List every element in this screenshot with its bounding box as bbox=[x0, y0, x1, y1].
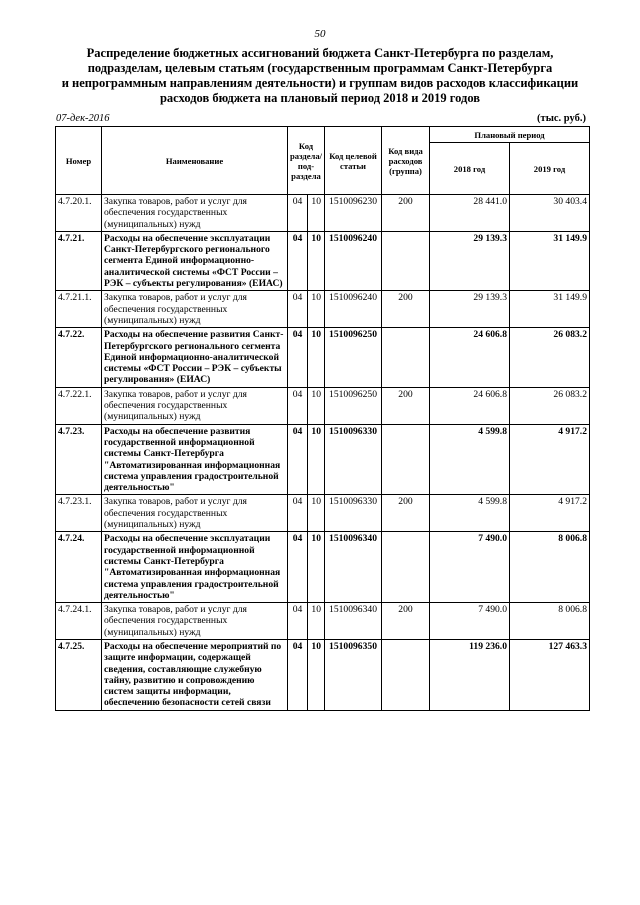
row-number: 4.7.23.1. bbox=[56, 495, 102, 532]
row-value-2018: 24 606.8 bbox=[430, 387, 510, 424]
row-subsection: 10 bbox=[308, 495, 325, 532]
row-name: Расходы на обеспечение эксплуатации Санкт-Петербургского регионального сегмента Единой информационно-аналитической системы «ФСТ России – РЭК – субъекты регулирования» (ЕИАС) bbox=[102, 231, 288, 290]
row-article: 1510096230 bbox=[325, 195, 382, 232]
header-expense-type: Код вида расходов (группа) bbox=[382, 127, 430, 195]
table-row bbox=[56, 231, 590, 290]
row-name: Закупка товаров, работ и услуг для обеспечения государственных (муниципальных) нужд bbox=[102, 603, 288, 640]
row-subsection: 10 bbox=[308, 424, 325, 495]
row-expense-type bbox=[382, 231, 430, 290]
row-name: Закупка товаров, работ и услуг для обеспечения государственных (муниципальных) нужд bbox=[102, 195, 288, 232]
row-value-2019: 127 463.3 bbox=[510, 639, 590, 710]
row-name: Расходы на обеспечение развития Санкт-Петербургского регионального сегмента Единой информационно-аналитической системы «ФСТ России – РЭК – субъекты регулирования» (ЕИАС) bbox=[102, 328, 288, 387]
row-expense-type: 200 bbox=[382, 291, 430, 328]
row-expense-type bbox=[382, 639, 430, 710]
row-article: 1510096330 bbox=[325, 424, 382, 495]
row-number: 4.7.22. bbox=[56, 328, 102, 387]
row-expense-type: 200 bbox=[382, 495, 430, 532]
row-section: 04 bbox=[288, 328, 308, 387]
table-row bbox=[56, 195, 590, 232]
title-line: Распределение бюджетных ассигнований бюджета Санкт-Петербурга по разделам, bbox=[86, 46, 554, 60]
row-value-2018: 24 606.8 bbox=[430, 328, 510, 387]
row-expense-type bbox=[382, 328, 430, 387]
row-value-2018: 4 599.8 bbox=[430, 495, 510, 532]
row-section: 04 bbox=[288, 639, 308, 710]
row-value-2019: 8 006.8 bbox=[510, 532, 590, 603]
row-article: 1510096330 bbox=[325, 495, 382, 532]
row-value-2018: 29 139.3 bbox=[430, 291, 510, 328]
header-number: Номер bbox=[56, 127, 102, 195]
row-section: 04 bbox=[288, 291, 308, 328]
table-row bbox=[56, 424, 590, 495]
row-value-2019: 4 917.2 bbox=[510, 424, 590, 495]
row-expense-type bbox=[382, 532, 430, 603]
title-line: и непрограммным направлениям деятельности) и группам видов расходов классификации bbox=[61, 76, 579, 90]
row-section: 04 bbox=[288, 603, 308, 640]
row-value-2019: 31 149.9 bbox=[510, 231, 590, 290]
header-2019: 2019 год bbox=[510, 143, 590, 195]
header-section-code: Код раздела/ под- раздела bbox=[288, 127, 325, 195]
budget-table bbox=[55, 126, 590, 711]
row-subsection: 10 bbox=[308, 532, 325, 603]
row-article: 1510096350 bbox=[325, 639, 382, 710]
row-section: 04 bbox=[288, 532, 308, 603]
header-name: Наименование bbox=[102, 127, 288, 195]
header-planned-period: Плановый период bbox=[430, 127, 590, 143]
table-row bbox=[56, 291, 590, 328]
row-name: Расходы на обеспечение развития государственной информационной системы Санкт-Петербурга "Автоматизированная информационная система управления градостроительной деятельностью" bbox=[102, 424, 288, 495]
row-article: 1510096340 bbox=[325, 532, 382, 603]
row-number: 4.7.22.1. bbox=[56, 387, 102, 424]
header-2018: 2018 год bbox=[430, 143, 510, 195]
row-subsection: 10 bbox=[308, 195, 325, 232]
table-row bbox=[56, 387, 590, 424]
units-label: (тыс. руб.) bbox=[537, 113, 586, 124]
row-value-2019: 30 403.4 bbox=[510, 195, 590, 232]
table-row bbox=[56, 603, 590, 640]
row-name: Расходы на обеспечение мероприятий по защите информации, содержащей сведения, составляющие служебную тайну, развитию и сопровождению систем защиты информации, обеспечению безопасности сетей связи bbox=[102, 639, 288, 710]
row-section: 04 bbox=[288, 387, 308, 424]
title-line: расходов бюджета на плановый период 2018 и 2019 годов bbox=[159, 91, 481, 105]
row-value-2018: 7 490.0 bbox=[430, 603, 510, 640]
row-article: 1510096250 bbox=[325, 328, 382, 387]
document-title bbox=[40, 46, 600, 106]
row-section: 04 bbox=[288, 495, 308, 532]
table-row bbox=[56, 532, 590, 603]
row-expense-type: 200 bbox=[382, 603, 430, 640]
table-row bbox=[56, 328, 590, 387]
row-value-2019: 8 006.8 bbox=[510, 603, 590, 640]
row-subsection: 10 bbox=[308, 603, 325, 640]
row-subsection: 10 bbox=[308, 387, 325, 424]
page-number: 50 bbox=[314, 28, 326, 40]
row-subsection: 10 bbox=[308, 231, 325, 290]
row-name: Расходы на обеспечение эксплуатации государственной информационной системы Санкт-Петербурга "Автоматизированная информационная система управления градостроительной деятельностью" bbox=[102, 532, 288, 603]
row-section: 04 bbox=[288, 231, 308, 290]
row-number: 4.7.21. bbox=[56, 231, 102, 290]
row-number: 4.7.20.1. bbox=[56, 195, 102, 232]
row-article: 1510096340 bbox=[325, 603, 382, 640]
row-name: Закупка товаров, работ и услуг для обеспечения государственных (муниципальных) нужд bbox=[102, 291, 288, 328]
row-subsection: 10 bbox=[308, 291, 325, 328]
row-article: 1510096250 bbox=[325, 387, 382, 424]
row-value-2019: 31 149.9 bbox=[510, 291, 590, 328]
row-number: 4.7.24. bbox=[56, 532, 102, 603]
row-value-2018: 7 490.0 bbox=[430, 532, 510, 603]
row-number: 4.7.24.1. bbox=[56, 603, 102, 640]
row-value-2019: 26 083.2 bbox=[510, 328, 590, 387]
row-expense-type bbox=[382, 424, 430, 495]
row-value-2019: 4 917.2 bbox=[510, 495, 590, 532]
row-value-2018: 29 139.3 bbox=[430, 231, 510, 290]
row-subsection: 10 bbox=[308, 328, 325, 387]
row-number: 4.7.23. bbox=[56, 424, 102, 495]
table-row bbox=[56, 495, 590, 532]
document-date: 07-дек-2016 bbox=[56, 113, 110, 124]
row-number: 4.7.21.1. bbox=[56, 291, 102, 328]
table-row bbox=[56, 639, 590, 710]
row-name: Закупка товаров, работ и услуг для обеспечения государственных (муниципальных) нужд bbox=[102, 387, 288, 424]
row-value-2018: 28 441.0 bbox=[430, 195, 510, 232]
row-expense-type: 200 bbox=[382, 195, 430, 232]
row-article: 1510096240 bbox=[325, 231, 382, 290]
row-expense-type: 200 bbox=[382, 387, 430, 424]
row-article: 1510096240 bbox=[325, 291, 382, 328]
row-section: 04 bbox=[288, 424, 308, 495]
row-value-2018: 119 236.0 bbox=[430, 639, 510, 710]
header-article-code: Код целевой статьи bbox=[325, 127, 382, 195]
row-value-2019: 26 083.2 bbox=[510, 387, 590, 424]
row-value-2018: 4 599.8 bbox=[430, 424, 510, 495]
row-section: 04 bbox=[288, 195, 308, 232]
title-line: подразделам, целевым статьям (государственным программам Санкт-Петербурга bbox=[87, 61, 553, 75]
row-subsection: 10 bbox=[308, 639, 325, 710]
row-number: 4.7.25. bbox=[56, 639, 102, 710]
row-name: Закупка товаров, работ и услуг для обеспечения государственных (муниципальных) нужд bbox=[102, 495, 288, 532]
table-body bbox=[56, 195, 590, 711]
